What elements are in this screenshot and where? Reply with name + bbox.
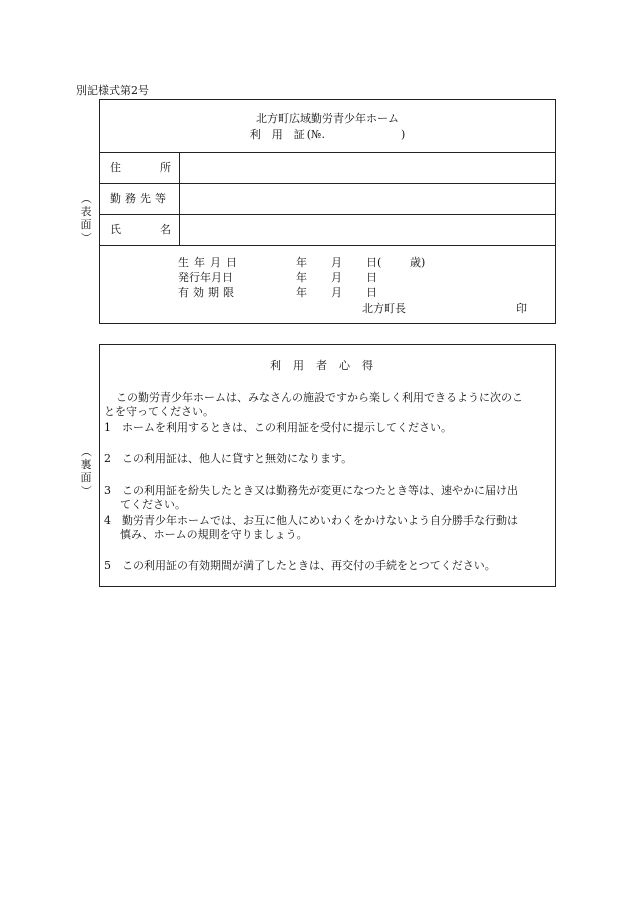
card-title-box <box>100 100 555 153</box>
membership-card-back <box>99 344 556 587</box>
expiry-label: 有効期限 <box>178 286 238 299</box>
workplace-row <box>100 184 555 215</box>
membership-card-front: 北方町広域勤労青少年ホーム 利 用 証 (№. ) 住 所 勤務先等 氏 名 生年月日 年 月 日( 歳) 発行年月日 年 月 日 有効期限 年 月 日 北方町長 印 <box>99 99 556 324</box>
front-side-label: （ 表 面 ） <box>79 193 93 243</box>
address-label: 住 所 <box>100 153 180 183</box>
seal-label: 印 <box>516 302 527 315</box>
address-row <box>100 153 555 184</box>
birth-date-label: 生年月日 <box>178 256 242 269</box>
back-side-label: （ 裏 面 ） <box>79 446 93 496</box>
name-row <box>100 215 555 246</box>
user-guidelines-title: 利用者心得 <box>270 359 385 372</box>
mayor-label: 北方町長 <box>362 302 406 315</box>
intro-paragraph: この勤労青少年ホームは、みなさんの施設ですから楽しく利用できるように次のこ とを守ってください。 <box>104 391 523 419</box>
facility-name: 北方町広域勤労青少年ホーム <box>256 112 399 125</box>
rule-item-2: 2 この利用証は、他人に貸すと無効になります。 <box>104 452 353 465</box>
form-number-label: 別記様式第2号 <box>76 84 149 97</box>
rule-item-1: 1 ホームを利用するときは、この利用証を受付に提示してください。 <box>104 421 452 434</box>
name-label: 氏 名 <box>100 215 180 245</box>
workplace-label: 勤務先等 <box>100 184 180 214</box>
issue-date-label: 発行年月日 <box>178 271 233 284</box>
card-title: 利 用 証 (№. ) <box>249 128 406 141</box>
rule-item-5: 5 この利用証の有効期間が満了したときは、再交付の手続をとつてください。 <box>104 559 496 572</box>
rule-item-3: 3 この利用証を紛失したとき又は勤務先が変更になつたとき等は、速やかに届け出 てください。 <box>104 484 518 512</box>
rule-item-4: 4 勤労青少年ホームでは、お互に他人にめいわくをかけないよう自分勝手な行動は 慎み、ホームの規則を守りましょう。 <box>104 514 518 542</box>
